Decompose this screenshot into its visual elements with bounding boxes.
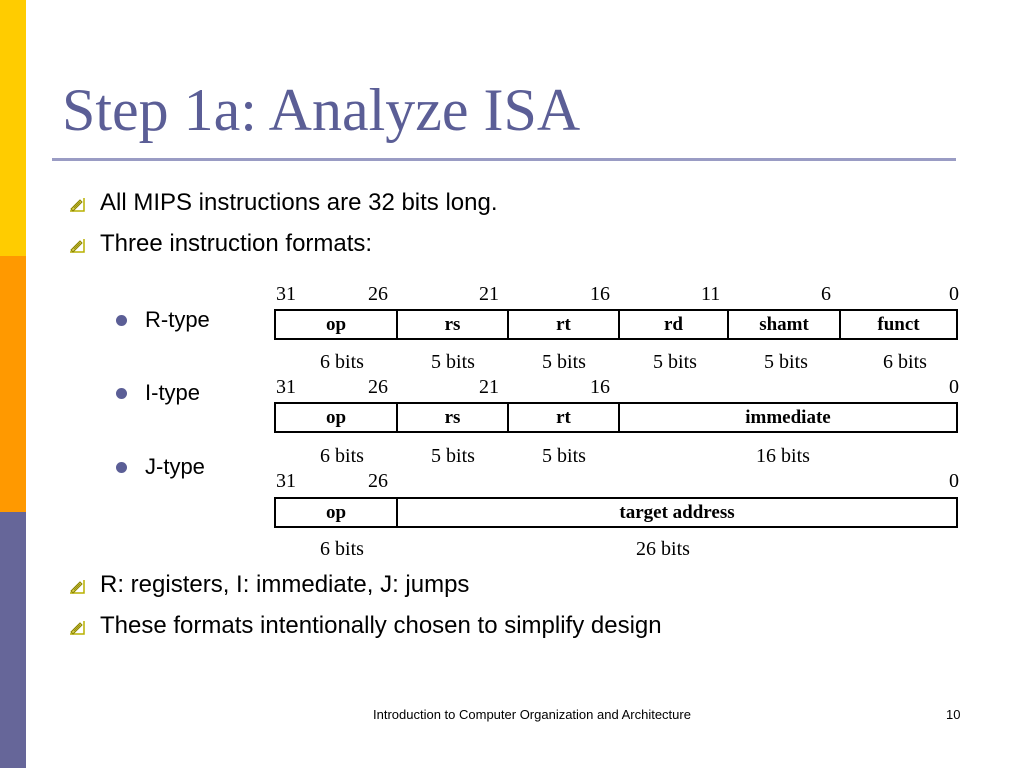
bit-position-label: 31	[276, 376, 296, 398]
field-rs: rs	[396, 404, 507, 431]
bullet-text: R: registers, I: immediate, J: jumps	[100, 571, 470, 598]
j-type-format-box	[274, 497, 958, 528]
field-op: op	[325, 406, 347, 428]
field-width-label: 5 bits	[542, 351, 586, 373]
subbullet-text: I-type	[145, 380, 201, 405]
field-width-label: 6 bits	[320, 445, 364, 467]
round-bullet-icon	[116, 462, 127, 473]
field-rs: rs	[396, 311, 507, 338]
sidebar-accent-yellow	[0, 0, 26, 256]
bit-position-label: 26	[368, 470, 388, 492]
bullet-text: Three instruction formats:	[100, 230, 373, 257]
bit-position-label: 16	[590, 376, 610, 398]
field-shamt: shamt	[727, 311, 839, 338]
bit-position-label: 0	[949, 283, 959, 305]
field-width-label: 5 bits	[431, 351, 475, 373]
bit-position-label: 26	[368, 376, 388, 398]
sidebar-accent-purple	[0, 512, 26, 768]
field-width-label: 6 bits	[320, 351, 364, 373]
bit-position-label: 26	[368, 283, 388, 305]
bit-position-label: 31	[276, 470, 296, 492]
subbullet-text: R-type	[145, 307, 210, 332]
bit-position-label: 11	[701, 283, 721, 305]
slide-title: Step 1a: Analyze ISA	[62, 77, 581, 143]
pencil-checkbox-icon	[68, 195, 86, 213]
field-width-label: 5 bits	[542, 445, 586, 467]
subbullet-text: J-type	[145, 454, 205, 479]
sidebar-accent-orange	[0, 256, 26, 512]
field-width-label: 26 bits	[636, 538, 690, 560]
r-type-format-box	[274, 309, 958, 340]
bit-position-label: 16	[590, 283, 610, 305]
page-number: 10	[946, 707, 961, 722]
bullet-text: These formats intentionally chosen to simplify design	[100, 612, 662, 639]
field-rd: rd	[618, 311, 727, 338]
field-width-label: 16 bits	[756, 445, 810, 467]
bit-position-label: 6	[821, 283, 831, 305]
field-width-label: 6 bits	[320, 538, 364, 560]
field-op: op	[325, 313, 347, 335]
bullet-text: All MIPS instructions are 32 bits long.	[100, 189, 498, 216]
field-width-label: 6 bits	[883, 351, 927, 373]
field-funct: funct	[839, 311, 956, 338]
field-immediate: immediate	[618, 404, 956, 431]
round-bullet-icon	[116, 315, 127, 326]
title-underline	[52, 158, 956, 161]
bit-position-label: 21	[479, 283, 499, 305]
pencil-checkbox-icon	[68, 618, 86, 636]
field-target-address: target address	[396, 499, 956, 526]
field-rt: rt	[507, 404, 618, 431]
bit-position-label: 21	[479, 376, 499, 398]
pencil-checkbox-icon	[68, 577, 86, 595]
bit-position-label: 0	[949, 470, 959, 492]
round-bullet-icon	[116, 388, 127, 399]
field-width-label: 5 bits	[653, 351, 697, 373]
bit-position-label: 31	[276, 283, 296, 305]
bit-position-label: 0	[949, 376, 959, 398]
field-width-label: 5 bits	[431, 445, 475, 467]
field-width-label: 5 bits	[764, 351, 808, 373]
field-rt: rt	[507, 311, 618, 338]
pencil-checkbox-icon	[68, 236, 86, 254]
i-type-format-box	[274, 402, 958, 433]
field-op: op	[325, 501, 347, 523]
slide-footer: Introduction to Computer Organization and Architecture	[373, 707, 691, 722]
